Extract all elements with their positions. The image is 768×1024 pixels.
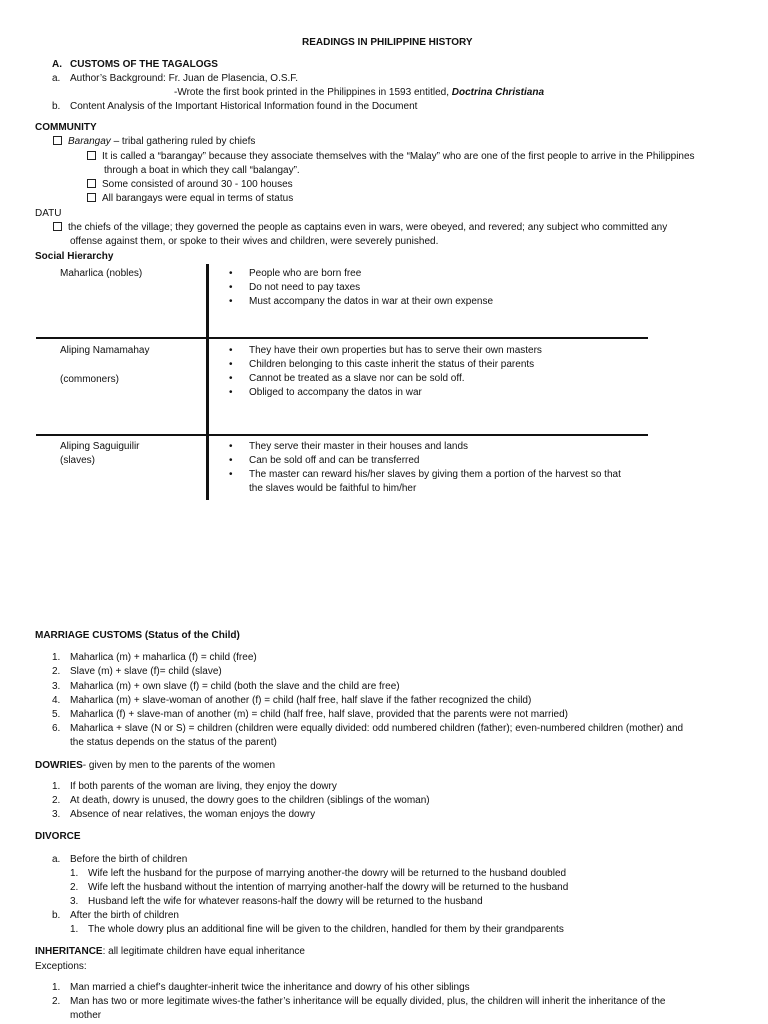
divorce-item: The whole dowry plus an additional fine will be given to the children, handled for them by their grandparents: [88, 924, 564, 935]
hierarchy-class-commoners: Aliping Namamahay: [60, 345, 150, 356]
divorce-a-label: a.: [52, 854, 61, 865]
checkbox-icon: [53, 136, 62, 145]
community-sub1-cont: through a boat in which they call “balangay”.: [104, 165, 300, 176]
item-a-subtext-title: Doctrina Christiana: [451, 87, 545, 98]
list-item: • They serve their master in their houses and lands: [229, 441, 468, 452]
inheritance-item: Man has two or more legitimate wives-the father’s inheritance will be equally divided, plus, the children will inherit the inheritance of the: [70, 996, 666, 1007]
divorce-item: Husband left the wife for whatever reasons-half the dowry will be returned to the husband: [88, 896, 483, 907]
bullet-text: The master can reward his/her slaves by giving them a portion of the harvest so that: [249, 469, 621, 480]
list-item: 2. Wife left the husband without the intention of marrying another-half the dowry will be returned to the husband: [70, 882, 569, 893]
list-item: • They have their own properties but has to serve their own masters: [229, 345, 542, 356]
barangay-term: Barangay: [68, 136, 111, 147]
item-b-label: b.: [52, 101, 61, 112]
list-item: 1. Wife left the husband for the purpose of marrying another-the dowry will be returned to the husband doubled: [70, 868, 567, 879]
list-item: • The master can reward his/her slaves by giving them a portion of the harvest so that: [229, 469, 621, 480]
datu-text: the chiefs of the village; they governed the people as captains even in wars, were obeyed, and revered; any subject who committed any: [68, 222, 668, 233]
bullet-text: Children belonging to this caste inherit the status of their parents: [249, 359, 535, 370]
checkbox-icon: [53, 222, 62, 231]
marriage-item: Maharlica (f) + slave-man of another (m) = child (half free, half slave, provided that the parents were not married): [70, 709, 569, 720]
marriage-item: Maharlica (m) + slave-woman of another (f) = child (half free, half slave if the father recognized the child): [70, 695, 532, 706]
bullet-text: Must accompany the datos in war at their own expense: [249, 296, 494, 307]
table-row-divider: [36, 434, 648, 436]
list-item: • Obliged to accompany the datos in war: [229, 387, 422, 398]
bullet-text: Can be sold off and can be transferred: [249, 455, 420, 466]
table-vertical-divider: [206, 264, 209, 500]
list-item: 4. Maharlica (m) + slave-woman of another (f) = child (half free, half slave if the father recognized the child): [52, 695, 532, 706]
inheritance-heading: INHERITANCE: [35, 946, 103, 957]
community-sub3-text: All barangays were equal in terms of status: [102, 193, 294, 204]
table-row-divider: [36, 337, 648, 339]
divorce-item: Wife left the husband for the purpose of marrying another-the dowry will be returned to the husband doubled: [88, 868, 567, 879]
page-title: READINGS IN PHILIPPINE HISTORY: [302, 37, 473, 48]
community-sub1: [87, 150, 695, 164]
list-item: 2. Man has two or more legitimate wives-the father’s inheritance will be equally divided, plus, the children will inherit the inheritance of the: [52, 996, 666, 1007]
inheritance-item-cont: mother: [70, 1010, 102, 1021]
section-a-heading: CUSTOMS OF THE TAGALOGS: [70, 59, 218, 70]
dowry-item: If both parents of the woman are living, they enjoy the dowry: [70, 781, 337, 792]
hierarchy-heading: Social Hierarchy: [35, 251, 114, 262]
datu-line: [53, 221, 667, 235]
list-item: • Can be sold off and can be transferred: [229, 455, 420, 466]
bullet-text: They have their own properties but has to serve their own masters: [249, 345, 542, 356]
inheritance-exceptions: Exceptions:: [35, 961, 87, 972]
list-item: • Children belonging to this caste inherit the status of their parents: [229, 359, 535, 370]
list-item: 6. Maharlica + slave (N or S) = children (children were equally divided: odd numbered children (father); even-numbered children (mother) and: [52, 723, 684, 734]
hierarchy-class-slaves-sub: (slaves): [60, 455, 96, 466]
item-a-subtext-main: -Wrote the first book printed in the Philippines in 1593 entitled,: [174, 87, 449, 98]
bullet-text: Cannot be treated as a slave nor can be sold off.: [249, 373, 465, 384]
hierarchy-class-commoners-sub: (commoners): [60, 374, 119, 385]
bullet-text: People who are born free: [249, 268, 362, 279]
item-b-text: Content Analysis of the Important Historical Information found in the Document: [70, 101, 418, 112]
list-item: 5. Maharlica (f) + slave-man of another (m) = child (half free, half slave, provided that the parents were not married): [52, 709, 569, 720]
list-item: 3. Absence of near relatives, the woman enjoys the dowry: [52, 809, 316, 820]
marriage-item: Slave (m) + slave (f)= child (slave): [70, 666, 222, 677]
list-item: • Must accompany the datos in war at their own expense: [229, 296, 494, 307]
list-item: 2. At death, dowry is unused, the dowry goes to the children (siblings of the woman): [52, 795, 430, 806]
marriage-item: Maharlica + slave (N or S) = children (children were equally divided: odd numbered children (father); even-numbered children (mother) and: [70, 723, 684, 734]
list-item: • Do not need to pay taxes: [229, 282, 361, 293]
bullet-text: Do not need to pay taxes: [249, 282, 361, 293]
inheritance-line: [35, 945, 305, 959]
item-a-text: Author’s Background: Fr. Juan de Plasencia, O.S.F.: [70, 73, 299, 84]
bullet-text-cont: the slaves would be faithful to him/her: [249, 483, 417, 494]
list-item: 3. Maharlica (m) + own slave (f) = child (both the slave and the child are free): [52, 681, 400, 692]
marriage-heading: MARRIAGE CUSTOMS (Status of the Child): [35, 630, 240, 641]
barangay-definition: – tribal gathering ruled by chiefs: [113, 136, 256, 147]
community-sub1-text: It is called a “barangay” because they associate themselves with the “Malay” who are one of the first people to arrive in the Philippines: [102, 151, 695, 162]
datu-cont: offense against them, or spoke to their wives and children, were severely punished.: [70, 236, 439, 247]
divorce-b: After the birth of children: [70, 910, 179, 921]
item-a-subtext: [174, 86, 544, 100]
list-item: • Cannot be treated as a slave nor can be sold off.: [229, 373, 465, 384]
barangay-line: [53, 135, 255, 149]
hierarchy-class-slaves: Aliping Saguiguilir: [60, 441, 140, 452]
bullet-text: They serve their master in their houses and lands: [249, 441, 468, 452]
dowries-definition: - given by men to the parents of the women: [82, 760, 276, 771]
divorce-a: Before the birth of children: [70, 854, 188, 865]
inheritance-definition: : all legitimate children have equal inheritance: [102, 946, 305, 957]
marriage-item: Maharlica (m) + maharlica (f) = child (free): [70, 652, 257, 663]
divorce-b-label: b.: [52, 910, 61, 921]
checkbox-icon: [87, 151, 96, 160]
list-item: 1. Maharlica (m) + maharlica (f) = child (free): [52, 652, 257, 663]
marriage-item-cont: the status depends on the status of the parent): [70, 737, 277, 748]
list-item: 1. The whole dowry plus an additional fine will be given to the children, handled for them by their grandparents: [70, 924, 564, 935]
dowry-item: At death, dowry is unused, the dowry goes to the children (siblings of the woman): [70, 795, 430, 806]
bullet-text: Obliged to accompany the datos in war: [249, 387, 422, 398]
datu-heading: DATU: [35, 208, 62, 219]
list-item: • People who are born free: [229, 268, 362, 279]
list-item: 3. Husband left the wife for whatever reasons-half the dowry will be returned to the husband: [70, 896, 483, 907]
list-item: 2. Slave (m) + slave (f)= child (slave): [52, 666, 222, 677]
list-item: 1. If both parents of the woman are living, they enjoy the dowry: [52, 781, 337, 792]
checkbox-icon: [87, 193, 96, 202]
divorce-item: Wife left the husband without the intention of marrying another-half the dowry will be returned to the husband: [88, 882, 569, 893]
hierarchy-class-nobles: Maharlica (nobles): [60, 268, 143, 279]
community-sub3: [87, 192, 293, 206]
marriage-item: Maharlica (m) + own slave (f) = child (both the slave and the child are free): [70, 681, 400, 692]
dowries-heading: DOWRIES: [35, 760, 83, 771]
inheritance-item: Man married a chief’s daughter-inherit twice the inheritance and dowry of his other siblings: [70, 982, 470, 993]
dowries-line: [35, 759, 275, 773]
dowry-item: Absence of near relatives, the woman enjoys the dowry: [70, 809, 316, 820]
checkbox-icon: [87, 179, 96, 188]
community-heading: COMMUNITY: [35, 122, 97, 133]
community-sub2-text: Some consisted of around 30 - 100 houses: [102, 179, 293, 190]
list-item: 1. Man married a chief’s daughter-inherit twice the inheritance and dowry of his other siblings: [52, 982, 470, 993]
item-a-label: a.: [52, 73, 61, 84]
section-a-label: A.: [52, 59, 62, 70]
community-sub2: [87, 178, 293, 192]
divorce-heading: DIVORCE: [35, 831, 81, 842]
